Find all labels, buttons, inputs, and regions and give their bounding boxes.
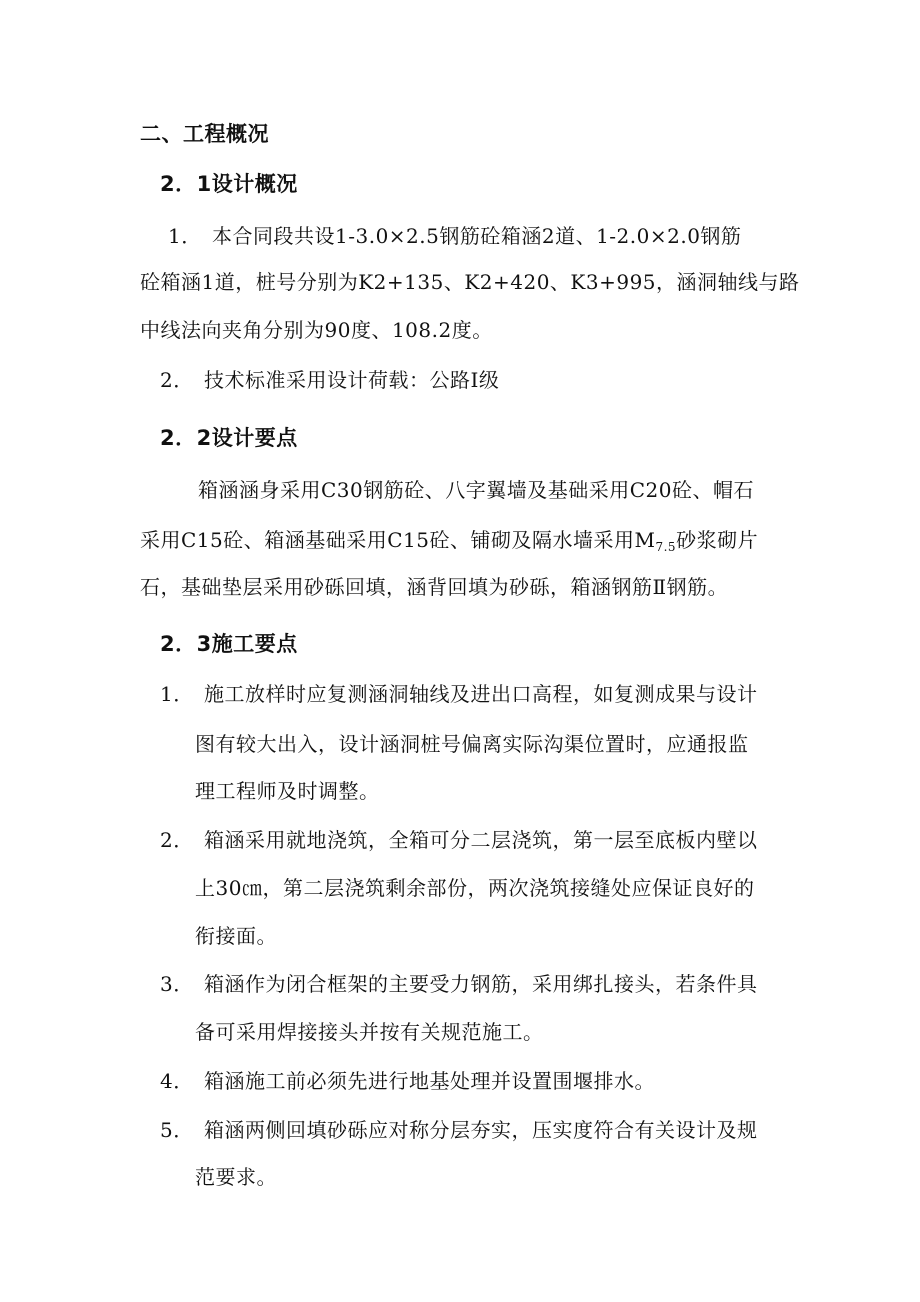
s23-item5-text-1: 箱涵两侧回填砂砾应对称分层夯实，压实度符合有关设计及规 — [204, 1118, 758, 1142]
s23-item1-line3: 理工程师及时调整。 — [195, 779, 380, 803]
s21-item1-line2: 砼箱涵1道，桩号分别为K2+135、K2+420、K3+995，涵洞轴线与路 — [140, 270, 800, 294]
s22-para-line1: 箱涵涵身采用C30钢筋砼、八字翼墙及基础采用C20砼、帽石 — [198, 478, 755, 502]
s21-item1-number: 1． — [168, 224, 202, 248]
s23-item4-number: 4． — [160, 1069, 194, 1093]
s23-item2-text-1: 箱涵采用就地浇筑，全箱可分二层浇筑，第一层至底板内壁以 — [204, 828, 758, 852]
s23-item3-text-1: 箱涵作为闭合框架的主要受力钢筋，采用绑扎接头，若条件具 — [204, 972, 758, 996]
s23-item5-number: 5． — [160, 1118, 194, 1142]
s21-item2-number: 2． — [160, 368, 194, 392]
section-title: 二、工程概况 — [140, 122, 269, 146]
s23-item3-line1 — [160, 970, 758, 998]
s23-item5-line2: 范要求。 — [195, 1165, 277, 1189]
s22-para-line2-subscript: 7.5 — [655, 540, 677, 554]
subsection-title-2-1: 2．1设计概况 — [160, 172, 298, 196]
s23-item2-line1 — [160, 826, 758, 854]
s22-para-line2 — [140, 526, 758, 561]
s23-item1-line2: 图有较大出入，设计涵洞桩号偏离实际沟渠位置时，应通报监 — [195, 732, 749, 756]
s22-para-line3: 石，基础垫层采用砂砾回填，涵背回填为砂砾，箱涵钢筋Ⅱ钢筋。 — [140, 575, 729, 599]
s21-item2-text-1: 技术标准采用设计荷载：公路Ⅰ级 — [204, 368, 500, 392]
s23-item2-line3: 衔接面。 — [195, 924, 277, 948]
s23-item3-line2: 备可采用焊接接头并按有关规范施工。 — [195, 1020, 544, 1044]
s21-item2-line1 — [160, 366, 499, 394]
subsection-title-2-3: 2．3施工要点 — [160, 632, 298, 656]
s21-item1-text-1: 本合同段共设1-3.0×2.5钢筋砼箱涵2道、1-2.0×2.0钢筋 — [212, 224, 742, 248]
s23-item1-text-1: 施工放样时应复测涵洞轴线及进出口高程，如复测成果与设计 — [204, 682, 758, 706]
s23-item2-line2: 上30㎝，第二层浇筑剩余部份，两次浇筑接缝处应保证良好的 — [195, 876, 755, 900]
s22-para-line2-a: 采用C15砼、箱涵基础采用C15砼、铺砌及隔水墙采用M — [140, 528, 656, 552]
subsection-title-2-2: 2．2设计要点 — [160, 426, 298, 450]
s23-item5-line1 — [160, 1116, 758, 1144]
s23-item1-line1 — [160, 680, 758, 708]
s23-item4-line1 — [160, 1067, 655, 1095]
s23-item1-number: 1． — [160, 682, 194, 706]
s23-item2-number: 2． — [160, 828, 194, 852]
s23-item4-text-1: 箱涵施工前必须先进行地基处理并设置围堰排水。 — [204, 1069, 655, 1093]
s21-item1-line1 — [168, 222, 741, 250]
s23-item3-number: 3． — [160, 972, 194, 996]
s22-para-line2-b: 砂浆砌片 — [676, 528, 759, 552]
s21-item1-line3: 中线法向夹角分别为90度、108.2度。 — [140, 318, 493, 342]
